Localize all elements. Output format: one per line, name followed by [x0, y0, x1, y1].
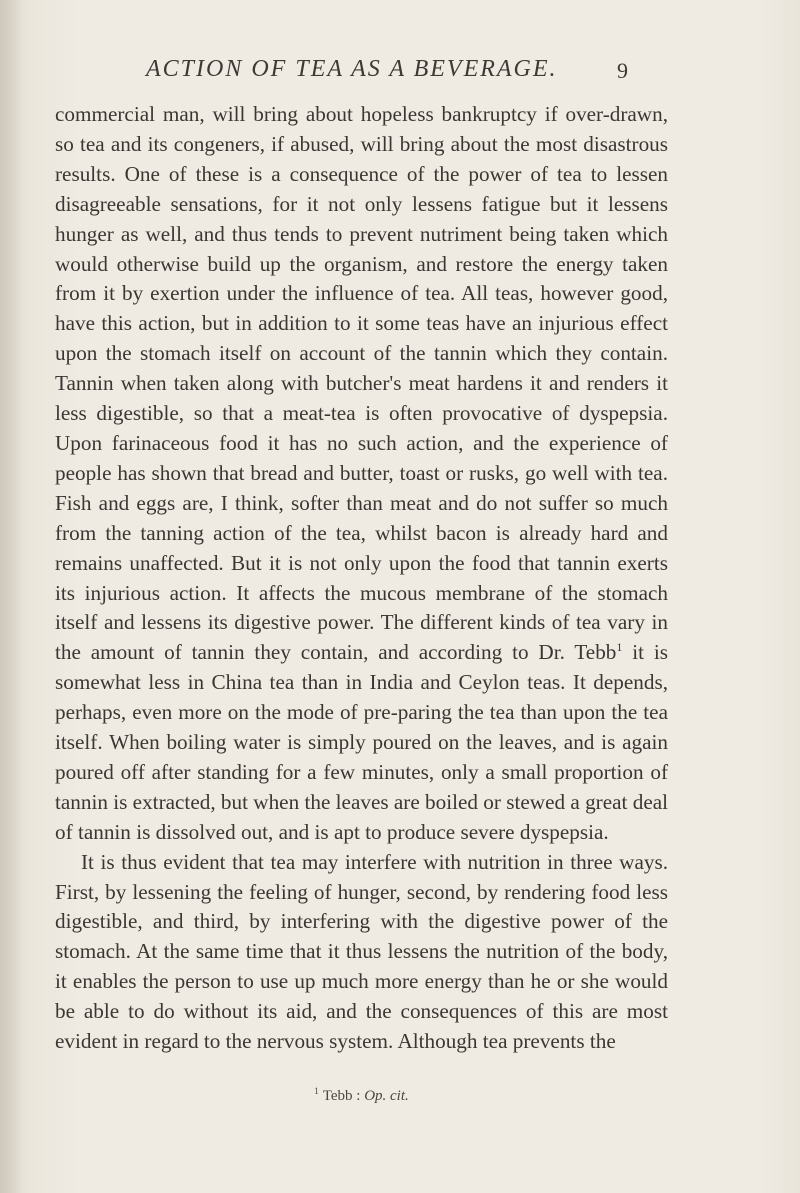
body-text: [55, 100, 668, 1057]
footnote-reference: 1: [616, 640, 623, 655]
paragraph-1-text-continued: it is somewhat less in China tea than in India and Ceylon teas. It depends, perhaps, even more on the mode of pre-paring the tea than upon the tea itself. When boiling water is simply poured on the leaves, and is again poured off after standing for a few minutes, only a small proportion of tannin is extracted, but when the leaves are boiled or stewed a great deal of tannin is dissolved out, and is apt to produce severe dyspepsia.: [55, 640, 669, 844]
paragraph-1: [55, 100, 668, 848]
footnote: [55, 1086, 668, 1105]
paragraph-1-text: commercial man, will bring about hopeless bankruptcy if over-drawn, so tea and its congeners, if abused, will bring about the most disastrous results. One of these is a consequence of the power of tea to lessen disagreeable sensations, for it not only lessens fatigue but it lessens hunger as well, and thus tends to prevent nutriment being taken which would otherwise build up the organism, and restore the energy taken from it by exertion under the influence of tea. All teas, however good, have this action, but in addition to it some teas have an injurious effect upon the stomach itself on account of the tannin which they contain. Tannin when taken along with butcher's meat hardens it and renders it less digestible, so that a meat-tea is often provocative of dyspepsia. Upon farinaceous food it has no such action, and the experience of people has shown that bread and butter, toast or rusks, go well with tea. Fish and eggs are, I think, softer than meat and do not suffer so much from the tanning action of the tea, whilst bacon is already hard and remains unaffected. But it is not only upon the food that tannin exerts its injurious action. It affects the mucous membrane of the stomach itself and lessens its digestive power. The different kinds of tea vary in the amount of tannin they contain, and according to Dr. Tebb: [55, 102, 668, 665]
page-number: 9: [617, 58, 628, 83]
footnote-author: Tebb :: [322, 1088, 361, 1104]
page-gutter-shadow: [0, 0, 22, 1193]
page-header: [0, 56, 800, 90]
running-title: ACTION OF TEA AS A BEVERAGE.: [146, 56, 558, 82]
footnote-citation: Op. cit.: [364, 1088, 409, 1104]
footnote-marker: 1: [314, 1086, 319, 1096]
paragraph-2: It is thus evident that tea may interfere with nutrition in three ways. First, by lessening the feeling of hunger, second, by rendering food less digestible, and third, by interfering with the digestive power of the stomach. At the same time that it thus lessens the nutrition of the body, it enables the person to use up much more energy than he or she would be able to do without its aid, and the consequences of this are most evident in regard to the nervous system. Although tea prevents the: [55, 849, 668, 1054]
